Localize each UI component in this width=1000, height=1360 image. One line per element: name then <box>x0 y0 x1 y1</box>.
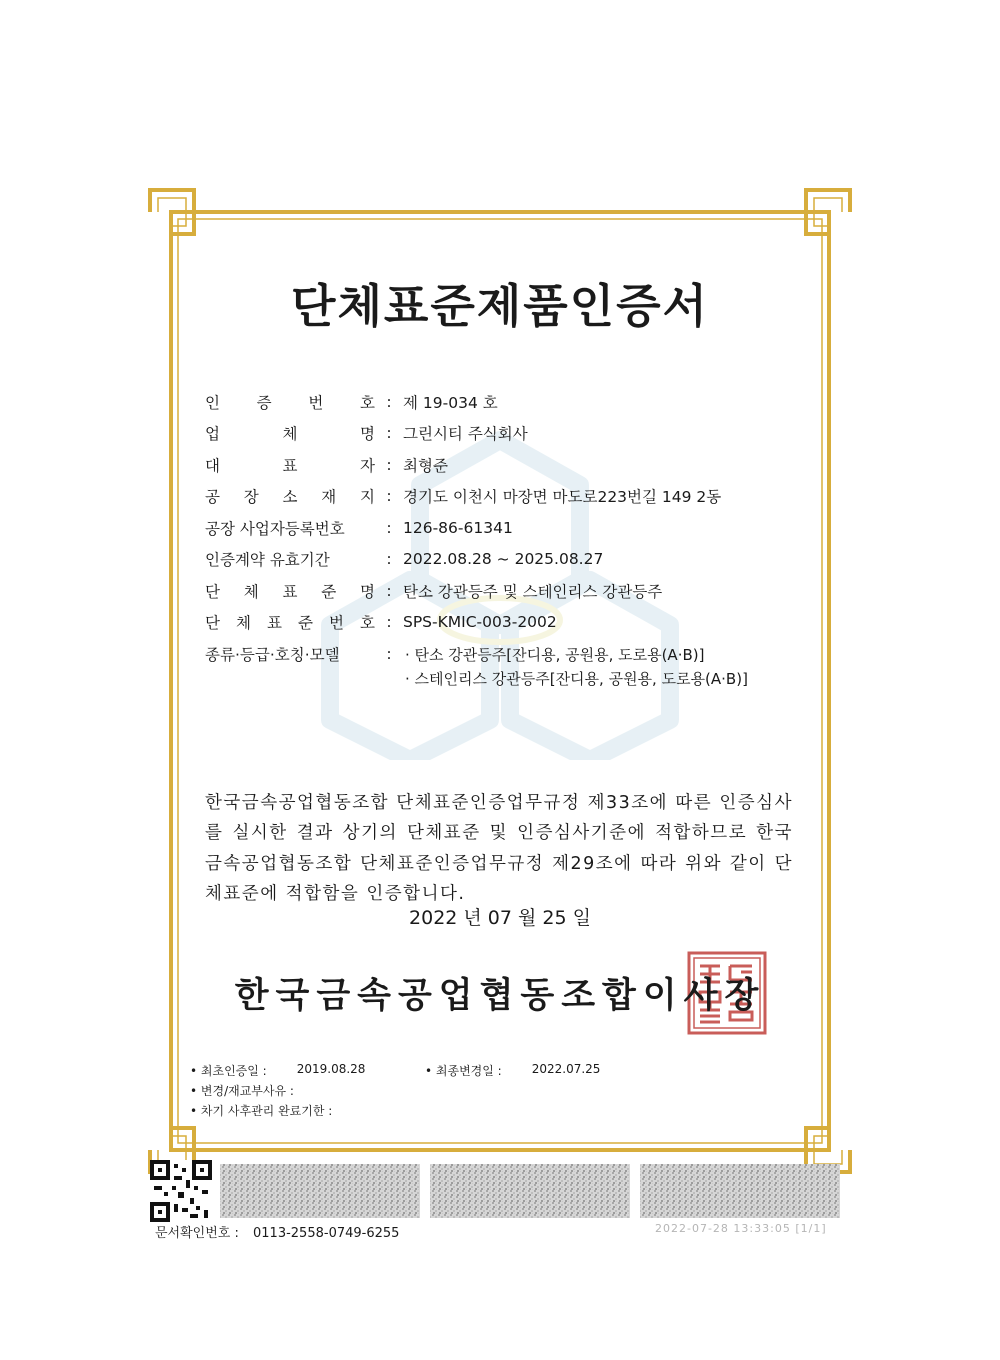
field-row-company: 업 체 명 : 그린시티 주식회사 <box>205 418 805 450</box>
field-label: 인 증 번 호 <box>205 393 375 412</box>
field-label: 대 표 자 <box>205 456 375 475</box>
doc-check-number: 0113-2558-0749-6255 <box>253 1226 400 1241</box>
followup-deadline-label: • 차기 사후관리 완료기한 : <box>190 1104 333 1118</box>
security-band <box>150 1160 850 1222</box>
first-cert-date: 2019.08.28 <box>296 1062 366 1076</box>
field-value: 그린시티 주식회사 <box>403 425 528 444</box>
field-label: 공장 사업자등록번호 <box>205 519 345 538</box>
last-change-label: • 최종변경일 : <box>425 1064 502 1078</box>
change-reason-label: • 변경/재교부사유 : <box>190 1084 294 1098</box>
model-item: · 스테인리스 강관등주[잔디용, 공원용, 도로용(A·B)] <box>405 670 748 688</box>
certification-statement: 한국금속공업협동조합 단체표준인증업무규정 제33조에 따른 인증심사를 실시한 결과 상기의 단체표준 및 인증심사기준에 적합하므로 한국금속공업협동조합 단체표준인증업무규정 제29조에 따라 위와 같이 단체표준에 적합함을 인증합니다. <box>205 792 793 904</box>
footnotes <box>190 1062 600 1122</box>
field-row-cert-number: 인 증 번 호 : 제 19-034 호 <box>205 386 805 418</box>
field-row-business-reg-number: 공장 사업자등록번호 : 126-86-61341 <box>205 512 805 544</box>
field-row-standard-number: 단 체 표 준 번 호 : SPS-KMIC-003-2002 <box>205 607 805 639</box>
qr-code-icon <box>150 1160 212 1222</box>
model-item: · 탄소 강관등주[잔디용, 공원용, 도로용(A·B)] <box>405 646 705 664</box>
document-verification <box>155 1222 399 1241</box>
first-cert-label: • 최초인증일 : <box>190 1064 267 1078</box>
field-label: 업 체 명 <box>205 425 375 444</box>
field-row-validity-period: 인증계약 유효기간 : 2022.08.28 ~ 2025.08.27 <box>205 544 805 576</box>
field-row-standard-name: 단 체 표 준 명 : 탄소 강관등주 및 스테인리스 강관등주 <box>205 575 805 607</box>
doc-check-label: 문서확인번호 : <box>155 1226 239 1241</box>
field-value: 126-86-61341 <box>403 518 513 537</box>
field-value: 경기도 이천시 마장면 마도로223번길 149 2동 <box>403 488 722 507</box>
field-label: 단 체 표 준 번 호 <box>205 614 375 633</box>
field-row-representative: 대 표 자 : 최형준 <box>205 449 805 481</box>
field-label: 공 장 소 재 지 <box>205 488 375 507</box>
field-value: 2022.08.28 ~ 2025.08.27 <box>403 550 604 569</box>
field-label: 단 체 표 준 명 <box>205 582 375 601</box>
field-value: 제 19-034 호 <box>403 393 498 412</box>
field-value: SPS-KMIC-003-2002 <box>403 613 557 632</box>
certificate-title: 단체표준제품인증서 <box>291 279 709 333</box>
field-label: 종류·등급·호칭·모델 <box>205 645 340 664</box>
field-label: 인증계약 유효기간 <box>205 551 330 570</box>
model-list <box>405 643 748 691</box>
issuer-name: 한국금속공업협동조합이사장 <box>234 975 766 1016</box>
field-value: 최형준 <box>403 456 448 475</box>
field-row-models: 종류·등급·호칭·모델 : <box>205 644 392 664</box>
last-change-date: 2022.07.25 <box>531 1062 601 1076</box>
field-value: 탄소 강관등주 및 스테인리스 강관등주 <box>403 582 663 601</box>
issue-date: 2022 년 07 월 25 일 <box>409 907 591 929</box>
field-row-factory-address: 공 장 소 재 지 : 경기도 이천시 마장면 마도로223번길 149 2동 <box>205 481 805 513</box>
certificate-fields <box>205 386 805 670</box>
print-timestamp: 2022-07-28 13:33:05 [1/1] <box>655 1222 827 1235</box>
